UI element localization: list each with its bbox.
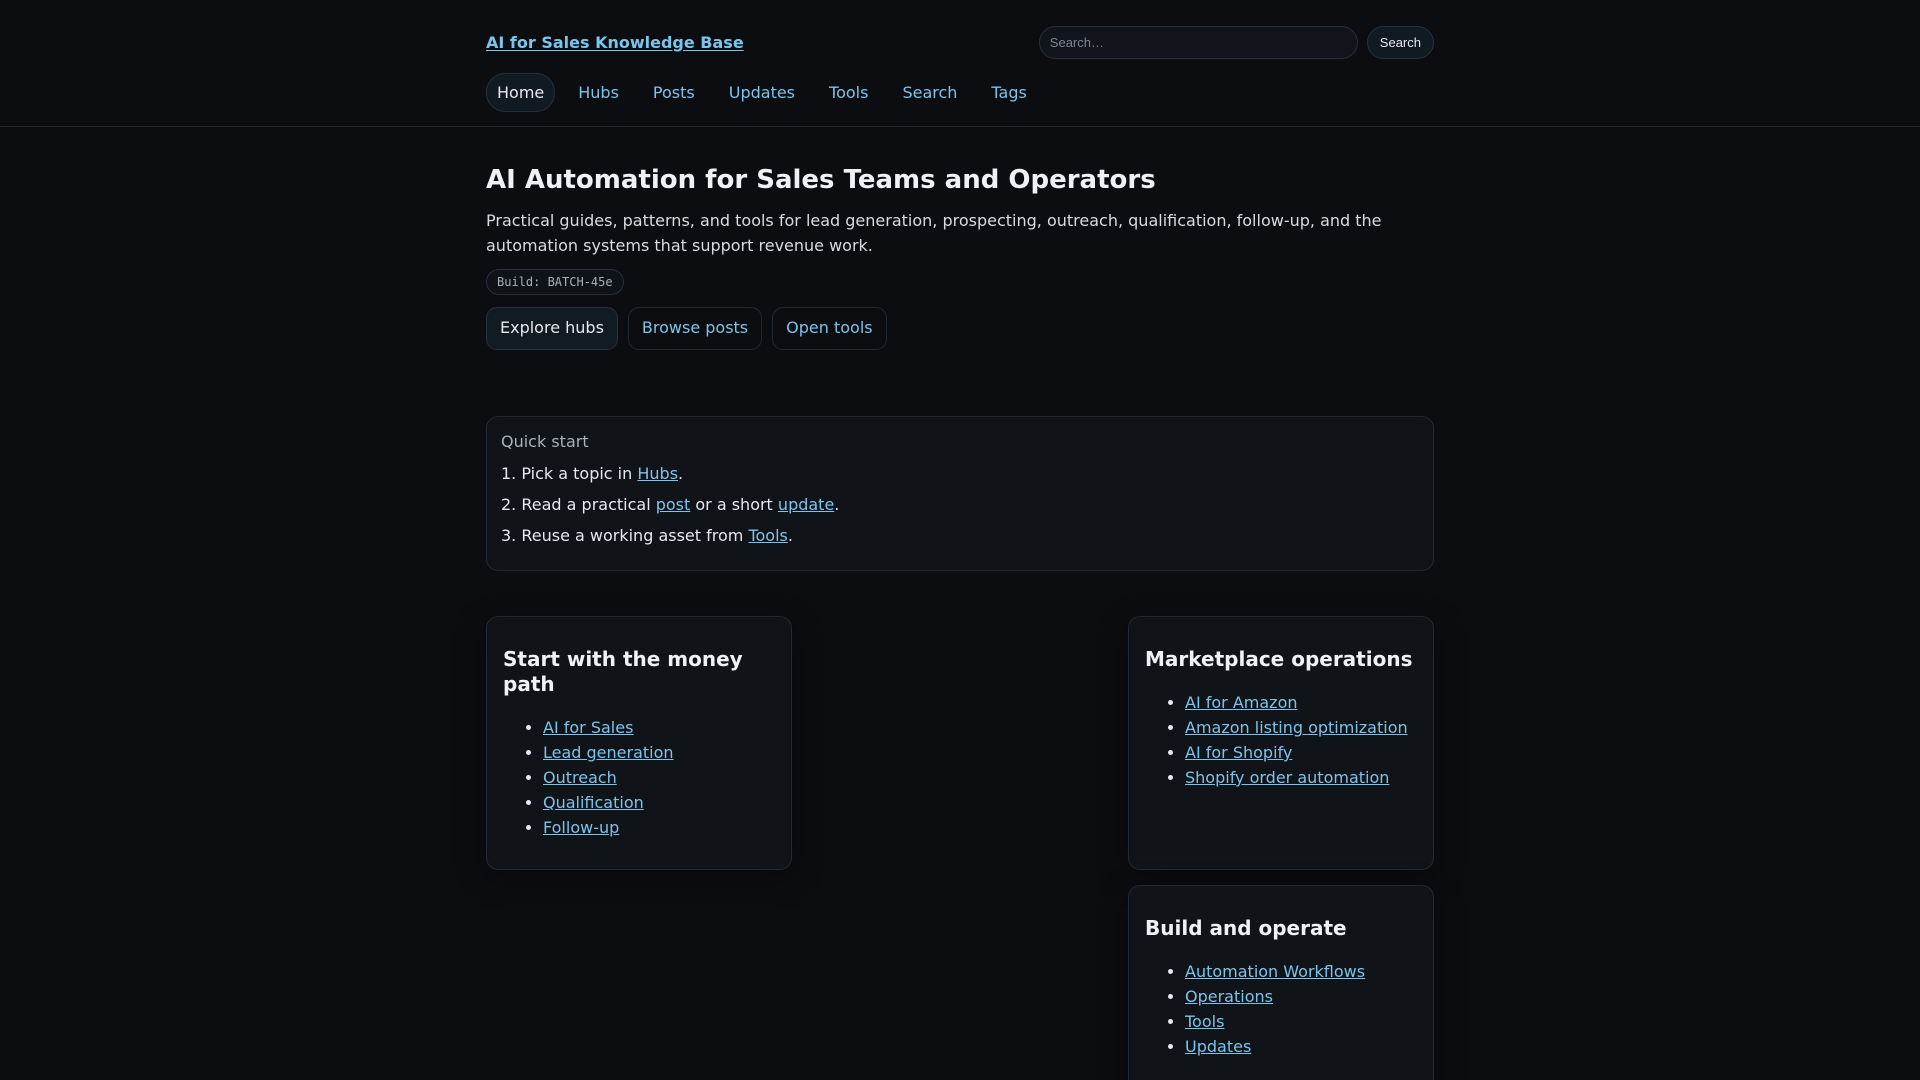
link-ai-for-amazon[interactable]: AI for Amazon xyxy=(1185,693,1298,712)
step-text: . xyxy=(678,464,684,483)
quick-start-step xyxy=(501,458,1419,489)
step-text: . xyxy=(787,526,793,545)
link-shopify-order-automation[interactable]: Shopify order automation xyxy=(1185,768,1390,787)
nav-home[interactable]: Home xyxy=(486,73,555,112)
quick-start-panel xyxy=(486,416,1434,571)
list-item xyxy=(1185,959,1417,984)
card-link-list xyxy=(503,715,775,840)
brand-link[interactable]: AI for Sales Knowledge Base xyxy=(486,32,744,52)
link-ai-for-sales[interactable]: AI for Sales xyxy=(543,718,634,737)
search-input[interactable] xyxy=(1039,26,1358,59)
page-title: AI Automation for Sales Teams and Operators xyxy=(486,165,1156,195)
list-item xyxy=(543,815,775,840)
hero xyxy=(486,127,1434,350)
hubs-link[interactable]: Hubs xyxy=(637,464,679,483)
link-automation-workflows[interactable]: Automation Workflows xyxy=(1185,962,1366,981)
hub-cards xyxy=(486,616,1434,1080)
list-item xyxy=(543,765,775,790)
step-text: 3. Reuse a working asset from xyxy=(501,526,749,545)
site-header xyxy=(0,0,1920,127)
link-lead-generation[interactable]: Lead generation xyxy=(543,743,674,762)
link-outreach[interactable]: Outreach xyxy=(543,768,617,787)
list-item xyxy=(1185,740,1417,765)
step-text: 2. Read a practical xyxy=(501,495,656,514)
nav-search[interactable]: Search xyxy=(902,83,958,102)
link-ai-for-shopify[interactable]: AI for Shopify xyxy=(1185,743,1293,762)
hero-actions xyxy=(486,307,1434,350)
post-link[interactable]: post xyxy=(655,495,691,514)
hero-lead: Practical guides, patterns, and tools for lead generation, prospecting, outreach, qualification, follow-up, and the automation systems that support revenue work. xyxy=(486,211,1382,255)
card-money-path xyxy=(486,616,792,870)
list-item xyxy=(543,740,775,765)
update-link[interactable]: update xyxy=(777,495,835,514)
list-item xyxy=(1185,984,1417,1009)
quick-start-step xyxy=(501,520,1419,551)
link-updates[interactable]: Updates xyxy=(1185,1037,1252,1056)
step-text: . xyxy=(834,495,840,514)
card-build-and-operate xyxy=(1128,885,1434,1080)
nav-tools[interactable]: Tools xyxy=(829,83,869,102)
main-content xyxy=(486,127,1434,1080)
list-item xyxy=(1185,1009,1417,1034)
search-form xyxy=(1039,26,1434,59)
list-item xyxy=(543,790,775,815)
quick-start-label: Quick start xyxy=(501,432,589,451)
nav-posts[interactable]: Posts xyxy=(652,83,695,102)
explore-hubs-button[interactable]: Explore hubs xyxy=(486,307,618,350)
list-item xyxy=(1185,690,1417,715)
link-operations[interactable]: Operations xyxy=(1185,987,1273,1006)
nav-hubs[interactable]: Hubs xyxy=(578,83,619,102)
main-nav xyxy=(486,73,1434,112)
browse-posts-button[interactable]: Browse posts xyxy=(628,307,762,350)
step-text: or a short xyxy=(690,495,778,514)
list-item xyxy=(1185,1034,1417,1059)
nav-updates[interactable]: Updates xyxy=(728,83,796,102)
list-item xyxy=(1185,765,1417,790)
step-text: 1. Pick a topic in xyxy=(501,464,638,483)
link-amazon-listing-optimization[interactable]: Amazon listing optimization xyxy=(1185,718,1408,737)
search-button[interactable]: Search xyxy=(1367,26,1434,59)
link-tools[interactable]: Tools xyxy=(1185,1012,1225,1031)
quick-start-steps xyxy=(501,458,1419,551)
card-title: Start with the money path xyxy=(503,647,743,696)
nav-tags[interactable]: Tags xyxy=(991,83,1027,102)
card-title: Marketplace operations xyxy=(1145,647,1413,671)
open-tools-button[interactable]: Open tools xyxy=(772,307,886,350)
card-title: Build and operate xyxy=(1145,916,1347,940)
tools-link[interactable]: Tools xyxy=(748,526,788,545)
build-badge: Build: BATCH-45e xyxy=(486,269,624,295)
link-follow-up[interactable]: Follow-up xyxy=(543,818,620,837)
list-item xyxy=(543,715,775,740)
card-link-list xyxy=(1145,959,1417,1059)
list-item xyxy=(1185,715,1417,740)
quick-start-step xyxy=(501,489,1419,520)
link-qualification[interactable]: Qualification xyxy=(543,793,644,812)
header-top xyxy=(486,0,1434,58)
card-marketplace-operations xyxy=(1128,616,1434,870)
card-link-list xyxy=(1145,690,1417,790)
